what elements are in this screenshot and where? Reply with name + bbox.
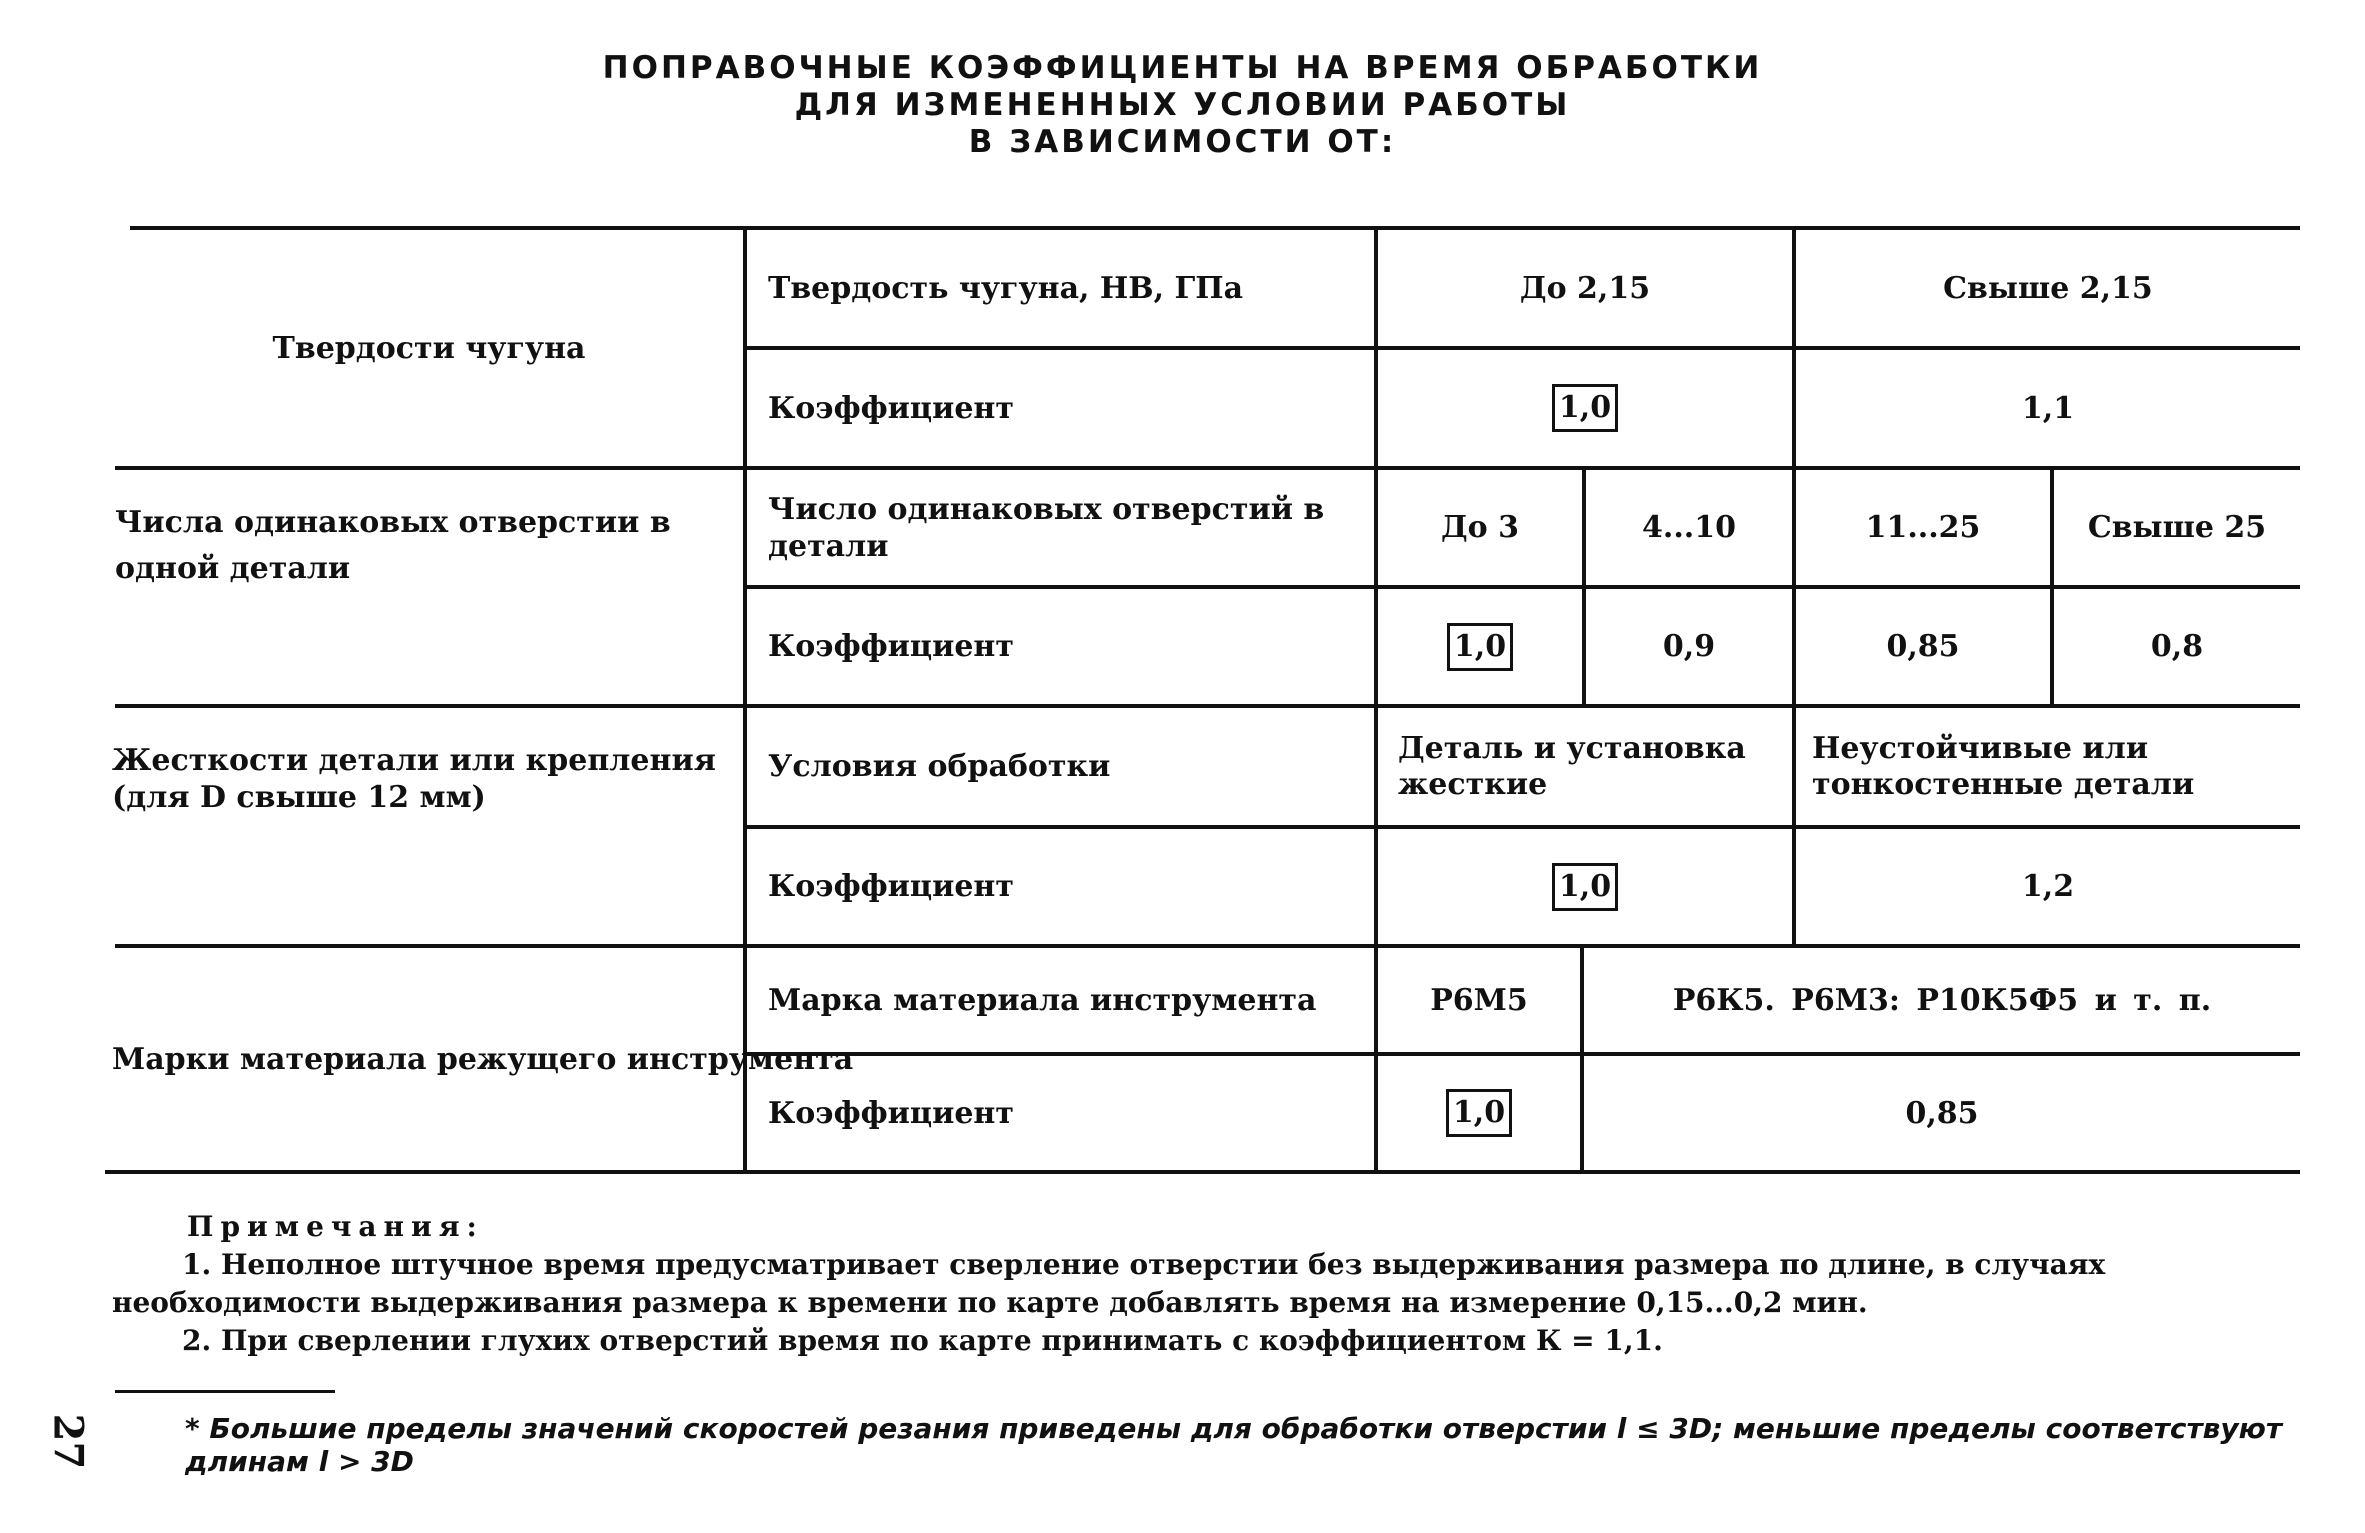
coef-label: Коэффициент xyxy=(768,390,1014,426)
column-rule xyxy=(743,226,747,1174)
title-line-3: В ЗАВИСИМОСТИ ОТ: xyxy=(968,124,1397,160)
param-label: Число одинаковых отверстий в детали xyxy=(768,491,1325,564)
coef-value-boxed: 1,0 xyxy=(1378,829,1792,944)
coef-value: 0,9 xyxy=(1662,629,1716,664)
coef-value: 0,85 xyxy=(1905,1095,1979,1131)
factor-hole-count: Числа одинаковых отверстии в одной детали xyxy=(115,505,671,586)
footnote-rule xyxy=(115,1390,335,1393)
title-line-2: ДЛЯ ИЗМЕНЕННЫХ УСЛОВИИ РАБОТЫ xyxy=(794,87,1571,123)
page-number: 27 xyxy=(44,1413,92,1470)
rigidity-value: Деталь и установка жесткие xyxy=(1398,730,1746,802)
hole-count-value: До 3 xyxy=(1440,510,1519,545)
coef-value: 0,85 xyxy=(1886,629,1960,664)
page-title xyxy=(0,50,2365,161)
coef-value: 0,8 xyxy=(2150,629,2204,664)
factor-rigidity: Жесткости детали или крепления (для D свыше 12 мм) xyxy=(112,743,716,815)
hole-count-value: Свыше 25 xyxy=(2087,510,2267,545)
hardness-value: До 2,15 xyxy=(1519,270,1651,306)
note-2: 2. При сверлении глухих отверстий время по карте принимать с коэффициентом К = 1,1. xyxy=(182,1324,1663,1357)
hole-count-value: 11...25 xyxy=(1865,510,1981,545)
notes-heading: Примечания: xyxy=(187,1210,484,1243)
tool-material-value: Р6К5. Р6М3: Р10К5Ф5 и т. п. xyxy=(1672,982,2212,1018)
coef-label: Коэффициент xyxy=(768,869,1014,904)
coef-label: Коэффициент xyxy=(768,1095,1014,1131)
coef-value-boxed: 1,0 xyxy=(1378,1056,1580,1170)
hardness-value: Свыше 2,15 xyxy=(1943,270,2153,306)
coef-label: Коэффициент xyxy=(768,629,1014,664)
factor-hardness: Твердости чугуна xyxy=(272,330,586,366)
param-label: Условия обработки xyxy=(768,749,1111,784)
param-label: Марка материала инструмента xyxy=(768,982,1317,1018)
coef-value-boxed: 1,0 xyxy=(1378,350,1792,466)
notes-section xyxy=(112,1208,2292,1360)
table-bottom-rule xyxy=(105,1170,2300,1174)
tool-material-value: Р6М5 xyxy=(1430,982,1528,1018)
coef-value-boxed: 1,0 xyxy=(1378,589,1582,704)
rigidity-value: Неустойчивые или тонкостенные детали xyxy=(1812,730,2195,802)
title-line-1: ПОПРАВОЧНЫЕ КОЭФФИЦИЕНТЫ НА ВРЕМЯ ОБРАБОТКИ xyxy=(602,50,1763,86)
coef-value: 1,1 xyxy=(2021,390,2075,426)
note-1: 1. Неполное штучное время предусматривает сверление отверстии без выдерживания размера по длине, в случаях необходимости выдерживания размера к времени по карте добавлять время на измерение 0,15...0,2 мин. xyxy=(112,1248,2106,1319)
coef-value: 1,2 xyxy=(2021,869,2075,904)
footnote: * Большие пределы значений скоростей резания приведены для обработки отверстии l ≤ 3D; меньшие пределы соответствуют длинам l > 3D xyxy=(185,1412,2283,1478)
factor-tool-material: Марки материала режущего инструмента xyxy=(112,1041,854,1077)
hole-count-value: 4...10 xyxy=(1642,510,1736,545)
param-label: Твердость чугуна, НВ, ГПа xyxy=(768,270,1244,306)
